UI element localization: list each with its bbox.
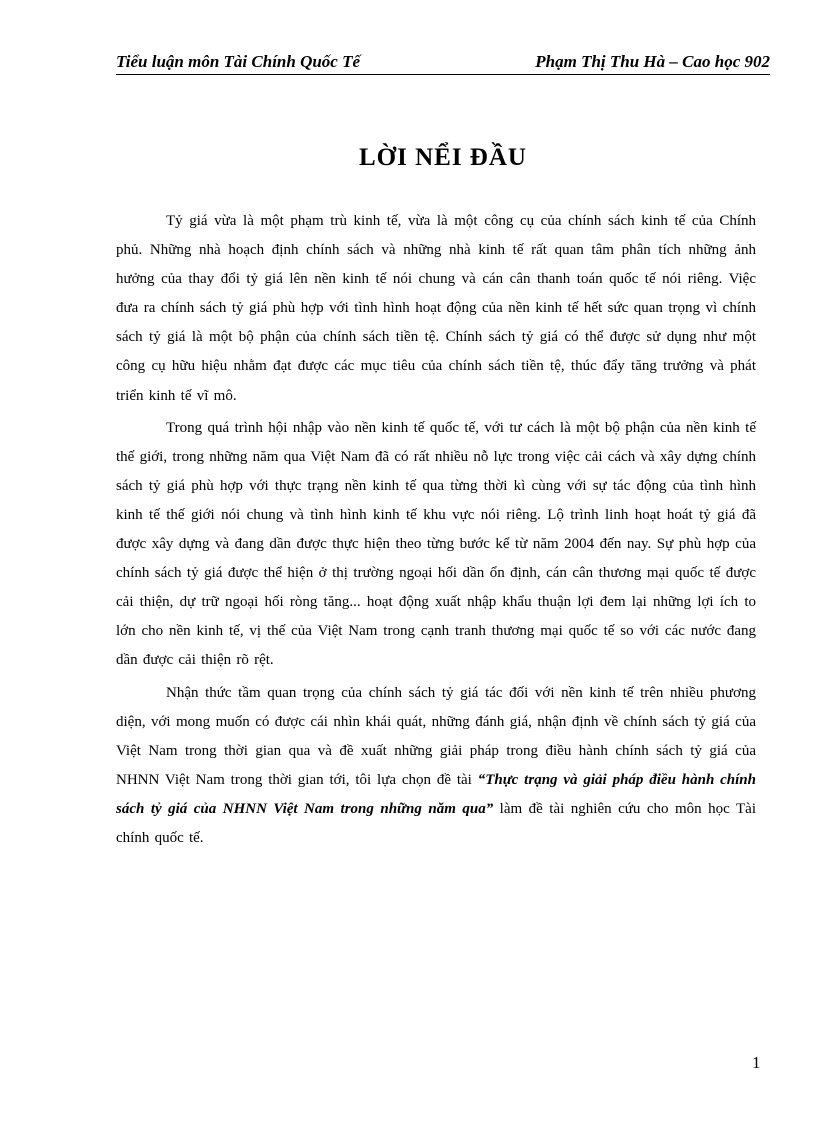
document-title: LỜI NỂI ĐẦU xyxy=(359,144,527,171)
paragraph-intro: Tỷ giá vừa là một phạm trù kinh tế, vừa là một công cụ của chính sách kinh tế của Chính phủ. Những nhà hoạch định chính sách và những nhà kinh tế rất quan tâm phân tích những ảnh hưởng của thay đổi tỷ giá lên nền kinh tế nói chung và cán cân thanh toán quốc tế nói riêng. Việc đưa ra chính sách tỷ giá phù hợp với tình hình hoạt động của nền kinh tế hết sức quan trọng vì chính sách tỷ giá là một bộ phận của chính sách tiền tệ. Chính sách tỷ giá có thể được sử dụng như một công cụ hữu hiệu nhằm đạt được các mục tiêu của chính sách tiền tệ, thúc đẩy tăng trưởng và phát triển kinh tế vĩ mô. xyxy=(116,213,756,404)
page-number: 1 xyxy=(752,1053,761,1072)
paragraph-topic-text: Nhận thức tầm quan trọng của chính sách tỷ giá tác đối với nền kinh tế trên nhiều phương diện, với mong muốn có được cái nhìn khái quát, những đánh giá, nhận định về chính sách tỷ giá của Việt Nam trong thời gian qua và đề xuất những giải pháp trong điều hành chính sách tỷ giá của NHNN Việt Nam trong thời gian tới, tôi lựa chọn đề tài xyxy=(116,684,756,788)
page-header xyxy=(116,50,770,75)
paragraph-topic xyxy=(116,679,756,854)
header-course-title: Tiểu luận môn Tài Chính Quốc Tế xyxy=(116,52,361,71)
paragraph-topic-ending: làm đề tài nghiên cứu cho môn học Tài chính quốc tế. xyxy=(116,800,756,846)
body-text xyxy=(116,207,756,856)
header-author: Phạm Thị Thu Hà – Cao học 902 xyxy=(535,52,770,71)
topic-title: “Thực trạng và giải pháp điều hành chính sách tỷ giá của NHNN Việt Nam trong những năm qua” xyxy=(116,771,756,817)
paragraph-integration: Trong quá trình hội nhập vào nền kinh tế quốc tế, với tư cách là một bộ phận của nền kinh tế thế giới, trong những năm qua Việt Nam đã có rất nhiều nỗ lực trong việc cải cách và xây dựng chính sách tỷ giá phù hợp với thực trạng nền kinh tế qua từng thời kì cùng với sự tác động của tình hình kinh tế thế giới nói chung và tình hình kinh tế khu vực nói riêng. Lộ trình linh hoạt hoát tỷ giá đã được xây dựng và đang dần được thực hiện theo từng bước kể từ năm 2004 đến nay. Sự phù hợp của chính sách tỷ giá được thể hiện ở thị trường ngoại hối dần ổn định, cán cân thương mại quốc tế được cải thiện, dự trữ ngoại hối ròng tăng... hoạt động xuất nhập khẩu thuận lợi đem lại những lợi ích to lớn cho nền kinh tế, vị thế của Việt Nam trong cạnh tranh thương mại quốc tế so với các nước đang dần được cải thiện rõ rệt. xyxy=(116,419,756,669)
